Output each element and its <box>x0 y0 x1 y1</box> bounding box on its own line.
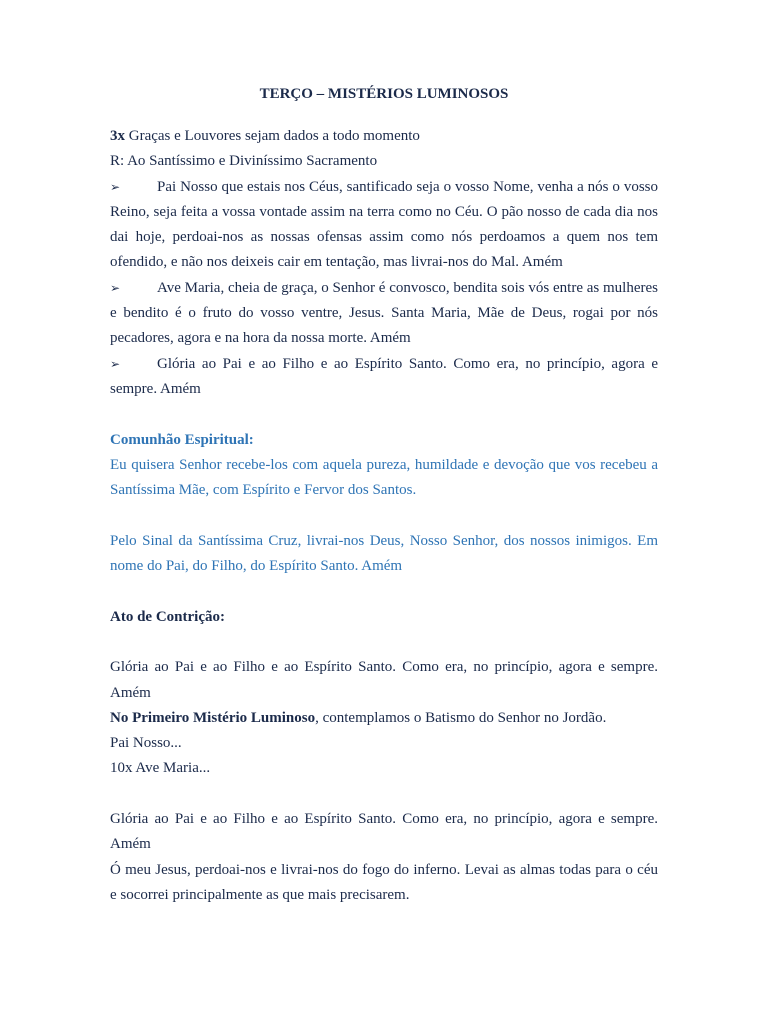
spacer <box>110 579 658 604</box>
contricao-heading-text: Ato de Contrição: <box>110 608 225 625</box>
gloria-text: Glória ao Pai e ao Filho e ao Espírito Santo. Como era, no princípio, agora e sempre. Amém <box>110 355 658 397</box>
spacer <box>110 782 658 807</box>
intro-line <box>110 124 658 149</box>
intro-prefix: 3x <box>110 128 125 144</box>
arrow-bullet-icon: ➢ <box>110 179 121 194</box>
arrow-bullet-icon: ➢ <box>110 280 121 295</box>
spacer <box>110 402 658 427</box>
intro-response: R: Ao Santíssimo e Diviníssimo Sacramento <box>110 153 378 170</box>
section1-pai-nosso: Pai Nosso... <box>110 735 182 752</box>
comunhao-text: Eu quisera Senhor recebe-los com aquela pureza, humildade e devoção que vos recebeu a Santíssima Mãe, com Espírito e Fervor dos Santos. <box>110 456 658 499</box>
comunhao-heading <box>110 428 658 453</box>
pai-nosso-text: Pai Nosso que estais nos Céus, santificado seja o vosso Nome, venha a nós o vosso Reino, seja feita a vossa vontade assim na terra como no Céu. O pão nosso de cada dia nos dai hoje, perdoai-nos as nossas ofensas assim como nós perdoamos a quem nos tem ofendido, e não nos deixeis cair em tentação, mas livrai-nos do Mal. Amém <box>110 178 658 271</box>
spacer <box>110 630 658 655</box>
intro-text: Graças e Louvores sejam dados a todo momento <box>125 128 420 144</box>
spacer <box>110 503 658 528</box>
section1-ave-maria: 10x Ave Maria... <box>110 760 211 777</box>
sinal-da-cruz-text: Pelo Sinal da Santíssima Cruz, livrai-nos Deus, Nosso Senhor, dos nossos inimigos. Em nome do Pai, do Filho, do Espírito Santo. Amém <box>110 532 658 575</box>
pai-nosso-paragraph <box>110 175 658 276</box>
fatima-prayer: Ó meu Jesus, perdoai-nos e livrai-nos do fogo do inferno. Levai as almas todas para o céu e socorrei principalmente as que mais precisarem. <box>110 861 658 903</box>
section2-gloria: Glória ao Pai e ao Filho e ao Espírito Santo. Como era, no princípio, agora e sempre. Amém <box>110 811 658 853</box>
arrow-bullet-icon: ➢ <box>110 356 121 371</box>
gloria-paragraph <box>110 352 658 403</box>
comunhao-heading-text: Comunhão Espiritual: <box>110 431 254 448</box>
first-mystery-title: No Primeiro Mistério Luminoso <box>110 709 316 726</box>
section1-gloria: Glória ao Pai e ao Filho e ao Espírito Santo. Como era, no princípio, agora e sempre. Amém <box>110 659 658 701</box>
contricao-heading <box>110 605 658 630</box>
document-title: TERÇO – MISTÉRIOS LUMINOSOS <box>259 86 509 102</box>
first-mystery-line <box>110 706 658 731</box>
first-mystery-text: , contemplamos o Batismo do Senhor no Jordão. <box>315 709 607 726</box>
ave-maria-paragraph <box>110 276 658 352</box>
ave-maria-text: Ave Maria, cheia de graça, o Senhor é convosco, bendita sois vós entre as mulheres e bendito é o fruto do vosso ventre, Jesus. Santa Maria, Mãe de Deus, rogai por nós pecadores, agora e na hora da nossa morte. Amém <box>110 279 658 347</box>
